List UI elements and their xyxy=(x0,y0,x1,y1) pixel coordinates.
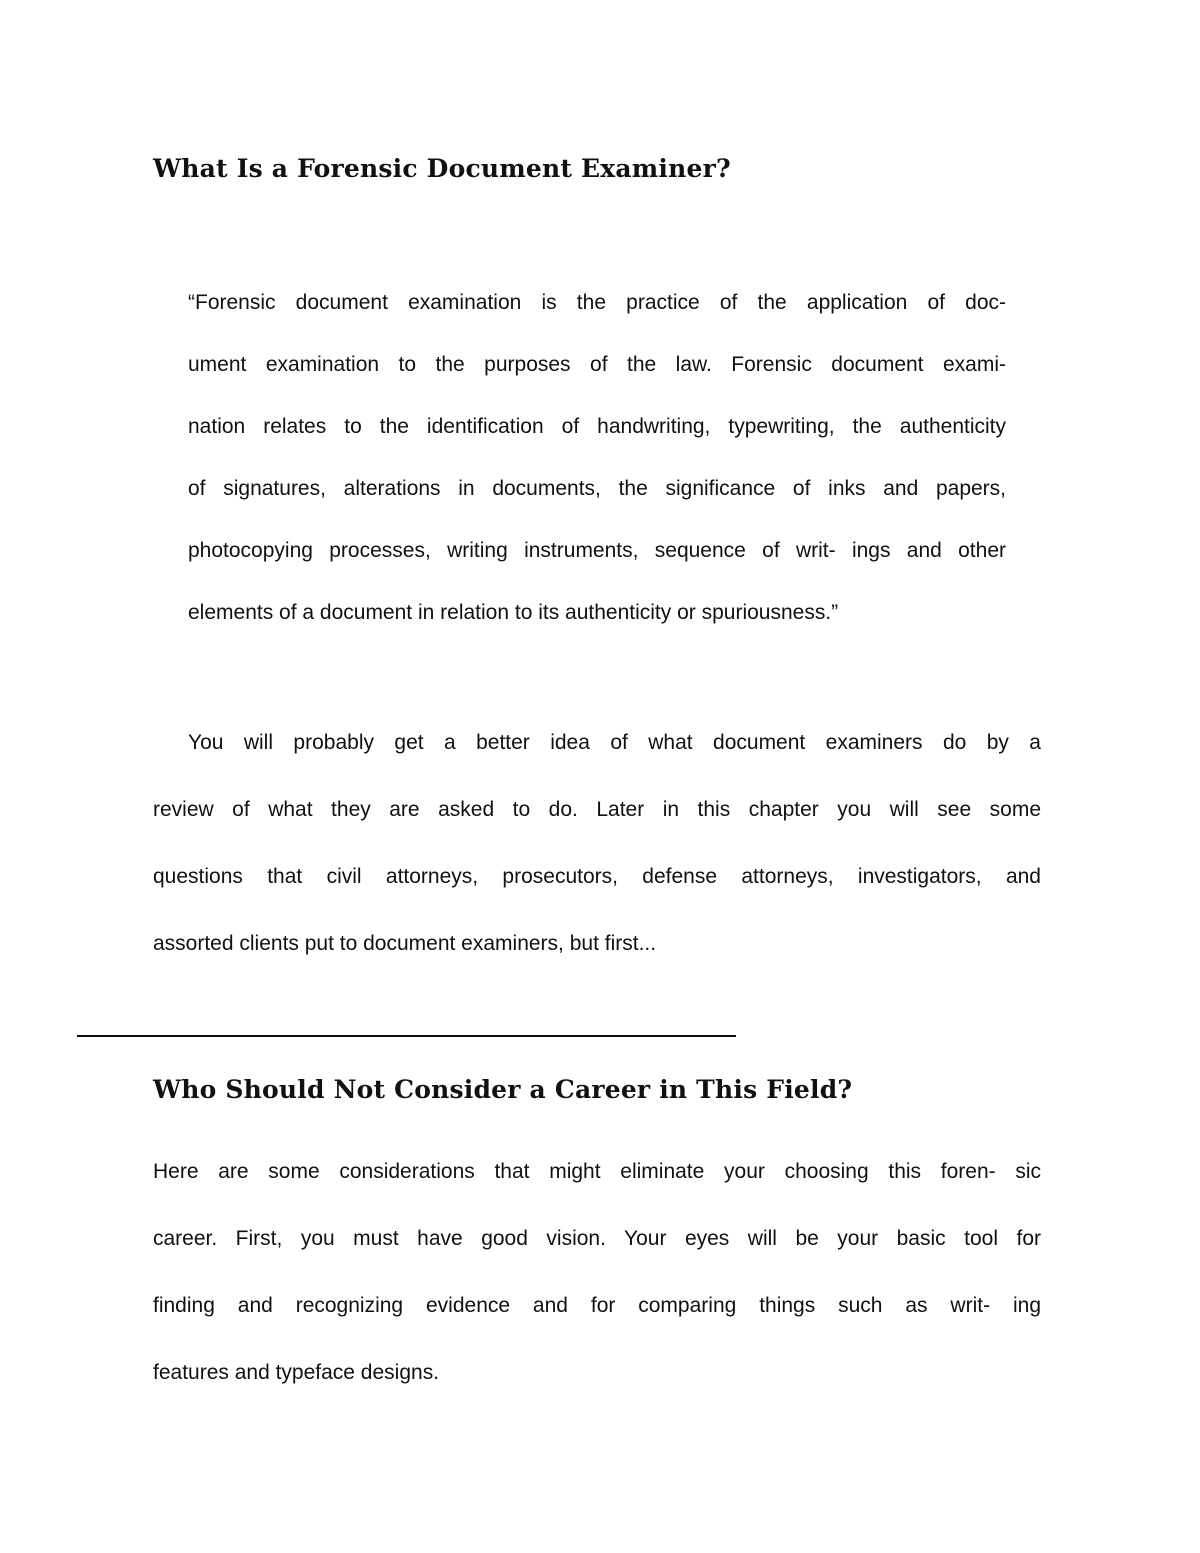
section-heading-who-should-not-consider: Who Should Not Consider a Career in This Field? xyxy=(153,1075,853,1104)
paragraph-line: questions that civil attorneys, prosecutors, defense attorneys, investigators, and xyxy=(153,865,1041,888)
paragraph-line: assorted clients put to document examiners, but first... xyxy=(153,932,657,955)
paragraph-line: finding and recognizing evidence and for comparing things such as writ- ing xyxy=(153,1294,1041,1317)
quote-line: elements of a document in relation to its authenticity or spuriousness.” xyxy=(188,601,839,624)
quote-line: of signatures, alterations in documents, the significance of inks and papers, xyxy=(188,477,1006,500)
quote-line: ument examination to the purposes of the law. Forensic document exami- xyxy=(188,353,1006,376)
paragraph-line: features and typeface designs. xyxy=(153,1361,440,1384)
section-heading-forensic-document-examiner: What Is a Forensic Document Examiner? xyxy=(153,154,731,183)
paragraph-line: Here are some considerations that might eliminate your choosing this foren- sic xyxy=(153,1160,1041,1183)
section-divider xyxy=(77,1035,736,1037)
quote-line: photocopying processes, writing instruments, sequence of writ- ings and other xyxy=(188,539,1006,562)
quote-line: nation relates to the identification of handwriting, typewriting, the authenticity xyxy=(188,415,1006,438)
paragraph-line: career. First, you must have good vision. Your eyes will be your basic tool for xyxy=(153,1227,1041,1250)
quote-line: “Forensic document examination is the practice of the application of doc- xyxy=(188,291,1006,314)
paragraph-line: You will probably get a better idea of what document examiners do by a xyxy=(188,731,1041,754)
paragraph-line: review of what they are asked to do. Later in this chapter you will see some xyxy=(153,798,1041,821)
